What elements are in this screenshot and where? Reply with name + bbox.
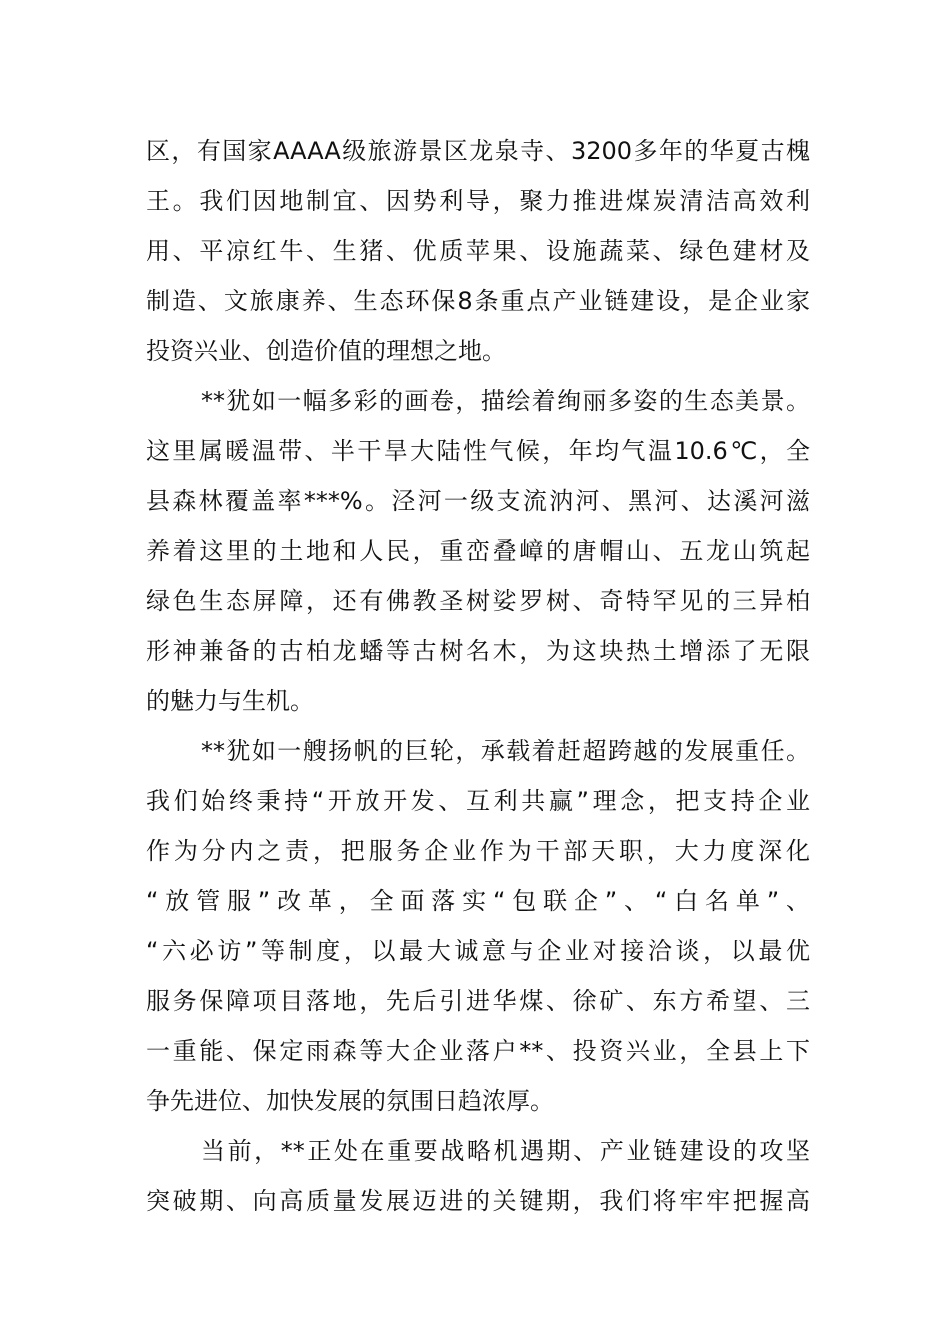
text-line: “六必访”等制度，以最大诚意与企业对接洽谈，以最优 bbox=[146, 937, 810, 965]
text-line: 作为分内之责，把服务企业作为干部天职，大力度深化 bbox=[146, 837, 810, 865]
text-line: 县森林覆盖率***%。泾河一级支流汭河、黑河、达溪河滋 bbox=[146, 487, 810, 515]
text-line: 这里属暖温带、半干旱大陆性气候，年均气温10.6℃，全 bbox=[146, 437, 810, 465]
text-line: 区，有国家AAAA级旅游景区龙泉寺、3200多年的华夏古槐 bbox=[146, 137, 810, 165]
text-line: 绿色生态屏障，还有佛教圣树娑罗树、奇特罕见的三异柏 bbox=[146, 587, 810, 615]
text-line: 争先进位、加快发展的氛围日趋浓厚。 bbox=[146, 1087, 554, 1115]
text-line: 一重能、保定雨森等大企业落户**、投资兴业，全县上下 bbox=[146, 1037, 810, 1065]
text-line: 投资兴业、创造价值的理想之地。 bbox=[146, 337, 506, 365]
text-line: 制造、文旅康养、生态环保8条重点产业链建设，是企业家 bbox=[146, 287, 810, 315]
paragraph-first-line: **犹如一艘扬帆的巨轮，承载着赶超跨越的发展重任。 bbox=[201, 737, 810, 765]
paragraph-first-line: **犹如一幅多彩的画卷，描绘着绚丽多姿的生态美景。 bbox=[201, 387, 810, 415]
paragraph-first-line: 当前，**正处在重要战略机遇期、产业链建设的攻坚 bbox=[201, 1137, 810, 1165]
text-line: 用、平凉红牛、生猪、优质苹果、设施蔬菜、绿色建材及 bbox=[146, 237, 810, 265]
document-body bbox=[146, 126, 810, 1226]
text-line: 形神兼备的古柏龙蟠等古树名木，为这块热土增添了无限 bbox=[146, 637, 810, 665]
text-line: 我们始终秉持“开放开发、互利共赢”理念，把支持企业 bbox=[146, 787, 810, 815]
text-line: 养着这里的土地和人民，重峦叠嶂的唐帽山、五龙山筑起 bbox=[146, 537, 810, 565]
text-line: 突破期、向高质量发展迈进的关键期，我们将牢牢把握高 bbox=[146, 1187, 810, 1215]
text-line: “放管服”改革，全面落实“包联企”、“白名单”、 bbox=[146, 887, 810, 915]
text-line: 王。我们因地制宜、因势利导，聚力推进煤炭清洁高效利 bbox=[146, 187, 810, 215]
text-line: 服务保障项目落地，先后引进华煤、徐矿、东方希望、三 bbox=[146, 987, 810, 1015]
text-line: 的魅力与生机。 bbox=[146, 687, 314, 715]
